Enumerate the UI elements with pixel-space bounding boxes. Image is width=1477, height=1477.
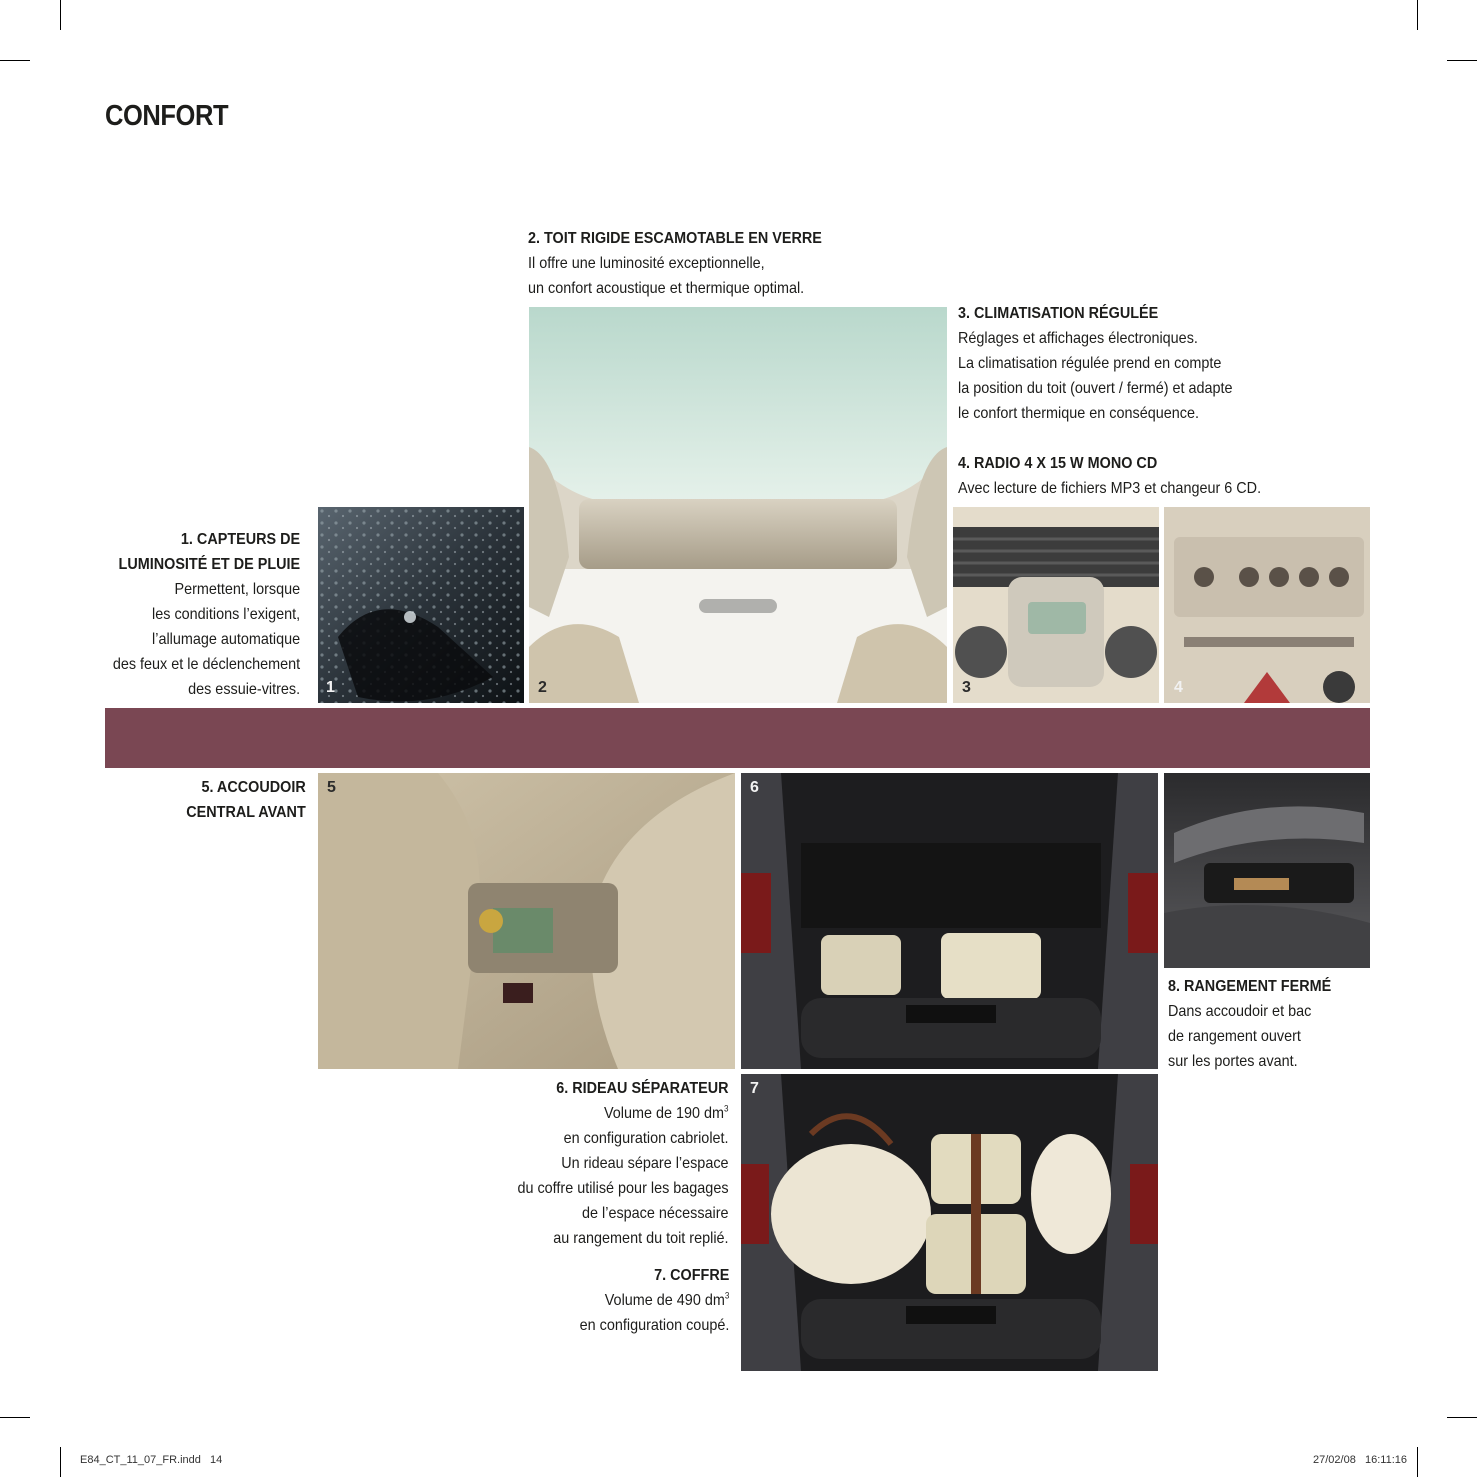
item-3-line: le confort thermique en conséquence.	[958, 405, 1199, 422]
crop-mark	[0, 1417, 30, 1418]
item-6-line: de l’espace nécessaire	[582, 1205, 729, 1222]
item-6-volume-text: Volume de 190 dm	[604, 1105, 725, 1122]
crop-mark	[1447, 1417, 1477, 1418]
item-7-heading: 7. COFFRE	[653, 1267, 729, 1284]
photo-armrest	[318, 773, 735, 1069]
item-5-text	[187, 775, 306, 825]
item-7-volume-text: Volume de 490 dm	[604, 1292, 725, 1309]
page-title: CONFORT	[105, 100, 229, 132]
crop-mark	[60, 1447, 61, 1477]
item-1-line: l’allumage automatique	[151, 631, 300, 648]
photo-number: 3	[962, 679, 971, 696]
item-2-text	[528, 226, 822, 301]
item-1-heading: 1. CAPTEURS DE	[180, 531, 300, 548]
item-6-line: Un rideau sépare l’espace	[561, 1155, 729, 1172]
photo-number: 1	[326, 679, 335, 696]
item-2-heading: 2. TOIT RIGIDE ESCAMOTABLE EN VERRE	[528, 230, 822, 247]
item-6-volume	[518, 1101, 729, 1126]
photo-number: 6	[750, 779, 759, 796]
item-6-line: en configuration cabriolet.	[564, 1130, 729, 1147]
photo-radio	[1164, 507, 1370, 703]
item-1-line: les conditions l’exigent,	[151, 606, 300, 623]
photo-climate-control	[953, 507, 1159, 703]
rain-sensor-image	[318, 507, 524, 703]
item-1-text	[113, 527, 300, 702]
item-5-heading: CENTRAL AVANT	[186, 804, 306, 821]
item-7-volume-sup: 3	[724, 1290, 729, 1301]
item-7-line: en configuration coupé.	[579, 1317, 729, 1334]
color-band	[105, 708, 1370, 768]
storage-image	[1164, 773, 1370, 968]
item-3-text	[958, 301, 1233, 426]
glass-roof-image	[529, 307, 947, 703]
item-1-heading: LUMINOSITÉ ET DE PLUIE	[118, 556, 301, 573]
item-6-volume-sup: 3	[724, 1103, 729, 1114]
item-8-heading: 8. RANGEMENT FERMÉ	[1168, 978, 1332, 995]
item-3-line: la position du toit (ouvert / fermé) et adapte	[958, 380, 1233, 397]
crop-mark	[1417, 1447, 1418, 1477]
item-6-line: du coffre utilisé pour les bagages	[517, 1180, 729, 1197]
footer-timestamp: 27/02/08 16:11:16	[1313, 1454, 1407, 1466]
armrest-image	[318, 773, 735, 1069]
crop-mark	[1417, 0, 1418, 30]
item-1-line: des essuie-vitres.	[187, 681, 300, 698]
item-3-heading: 3. CLIMATISATION RÉGULÉE	[958, 305, 1159, 322]
photo-number: 7	[750, 1080, 759, 1097]
item-4-line: Avec lecture de fichiers MP3 et changeur 6 CD.	[958, 480, 1262, 497]
item-1-line: des feux et le déclenchement	[112, 656, 300, 673]
photo-glass-roof	[529, 307, 947, 703]
photo-number: 4	[1174, 679, 1183, 696]
photo-number: 2	[538, 679, 547, 696]
item-6-line: au rangement du toit replié.	[553, 1230, 729, 1247]
photo-trunk-luggage	[741, 1074, 1158, 1371]
item-8-line: Dans accoudoir et bac	[1168, 1003, 1312, 1020]
item-7-volume	[579, 1288, 729, 1313]
item-6-text	[518, 1076, 729, 1251]
item-4-text	[958, 451, 1261, 501]
photo-storage	[1164, 773, 1370, 968]
item-8-text	[1168, 974, 1331, 1074]
item-3-line: La climatisation régulée prend en compte	[958, 355, 1222, 372]
item-8-line: de rangement ouvert	[1168, 1028, 1301, 1045]
item-1-line: Permettent, lorsque	[174, 581, 300, 598]
item-5-heading: 5. ACCOUDOIR	[201, 779, 306, 796]
item-4-heading: 4. RADIO 4 X 15 W MONO CD	[958, 455, 1158, 472]
photo-number: 5	[327, 779, 336, 796]
crop-mark	[60, 0, 61, 30]
item-6-heading: 6. RIDEAU SÉPARATEUR	[556, 1080, 729, 1097]
trunk-curtain-image	[741, 773, 1158, 1069]
trunk-luggage-image	[741, 1074, 1158, 1371]
item-3-line: Réglages et affichages électroniques.	[958, 330, 1198, 347]
climate-control-image	[953, 507, 1159, 703]
crop-mark	[0, 60, 30, 61]
item-8-line: sur les portes avant.	[1168, 1053, 1298, 1070]
photo-trunk-curtain	[741, 773, 1158, 1069]
photo-rain-sensor	[318, 507, 524, 703]
item-2-line: un confort acoustique et thermique optimal.	[528, 280, 805, 297]
crop-mark	[1447, 60, 1477, 61]
radio-image	[1164, 507, 1370, 703]
item-7-text	[579, 1263, 729, 1338]
footer-file-info: E84_CT_11_07_FR.indd 14	[80, 1454, 223, 1466]
item-2-line: Il offre une luminosité exceptionnelle,	[528, 255, 765, 272]
